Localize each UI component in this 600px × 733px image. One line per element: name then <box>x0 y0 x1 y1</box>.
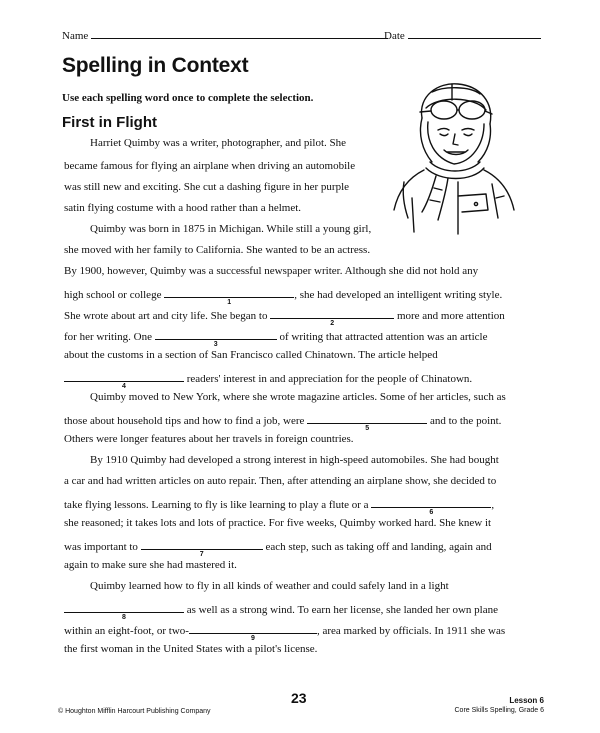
text-segment: was important to <box>64 541 138 553</box>
text-segment: those about household tips and how to find a job, were <box>64 415 305 427</box>
text-line <box>64 538 492 558</box>
text-segment: , <box>491 499 495 511</box>
text-line <box>64 412 502 432</box>
text-line <box>64 328 488 348</box>
text-segment: take flying lessons. Learning to fly is like learning to play a flute or a <box>64 499 369 511</box>
text-line: again to make sure she had mastered it. <box>64 559 237 571</box>
blank-number: 7 <box>199 551 204 558</box>
text-line: was still new and exciting. She cut a dashing figure in her purple <box>64 181 350 193</box>
text-segment: , area marked by officials. In 1911 she was <box>316 625 506 637</box>
text-line: Others were longer features about her travels in foreign countries. <box>64 433 354 445</box>
text-segment: more and more attention <box>396 310 505 322</box>
copyright: © Houghton Mifflin Harcourt Publishing Company <box>58 708 211 715</box>
blank-number: 8 <box>122 614 126 621</box>
name-field <box>62 28 388 42</box>
text-line: By 1910 Quimby had developed a strong interest in high-speed automobiles. She had bought <box>90 454 499 466</box>
text-segment: She wrote about art and city life. She began to <box>64 310 268 322</box>
directions: Use each spelling word once to complete the selection. <box>62 92 314 104</box>
page-number: 23 <box>291 690 307 706</box>
text-segment: as well as a strong wind. To earn her license, she landed her own plane <box>186 604 498 616</box>
date-line[interactable] <box>408 28 541 39</box>
text-line <box>64 622 506 642</box>
text-line: a car and had written articles on auto repair. Then, after attending an airplane show, she decided to <box>64 475 497 487</box>
answer-blank-9[interactable] <box>189 622 317 642</box>
text-line: she reasoned; it takes lots and lots of practice. For five weeks, Quimby worked hard. She knew it <box>64 517 492 529</box>
answer-blank-3[interactable] <box>155 328 277 348</box>
text-line: satin flying costume with a hood rather than a helmet. <box>64 202 302 214</box>
date-field <box>384 28 541 42</box>
text-line: Harriet Quimby was a writer, photographer, and pilot. She <box>90 137 347 149</box>
text-segment: of writing that attracted attention was an article <box>279 331 488 343</box>
text-line <box>64 307 505 327</box>
text-line <box>64 601 498 621</box>
text-segment: readers' interest in and appreciation for the people of Chinatown. <box>186 373 473 385</box>
text-segment: each step, such as taking off and landing, again and <box>265 541 492 553</box>
lesson-info <box>455 696 545 714</box>
text-line: By 1900, however, Quimby was a successful newspaper writer. Although she did not hold any <box>64 265 479 277</box>
blank-number: 6 <box>429 509 434 516</box>
text-line <box>64 496 495 516</box>
text-line: Quimby was born in 1875 in Michigan. While still a young girl, <box>90 223 372 235</box>
text-line: Quimby moved to New York, where she wrote magazine articles. Some of her articles, such as <box>90 391 506 403</box>
text-line: became famous for flying an airplane when driving an automobile <box>64 160 356 172</box>
blank-number: 4 <box>122 383 126 390</box>
date-label: Date <box>384 30 405 42</box>
text-segment: and to the point. <box>429 415 502 427</box>
answer-blank-2[interactable] <box>270 307 394 327</box>
text-segment: , she had developed an intelligent writing style. <box>294 289 503 301</box>
name-line[interactable] <box>91 28 388 39</box>
text-segment: high school or college <box>64 289 162 301</box>
blank-number: 5 <box>365 425 370 432</box>
text-segment: within an eight-foot, or two- <box>64 625 189 637</box>
text-segment: for her writing. One <box>64 331 152 343</box>
text-line <box>64 286 503 306</box>
section-title: First in Flight <box>62 114 157 131</box>
answer-blank-7[interactable] <box>141 538 263 558</box>
lesson-label: Lesson 6 <box>509 696 544 705</box>
answer-blank-6[interactable] <box>371 496 491 516</box>
text-line: she moved with her family to California. She wanted to be an actress. <box>64 244 371 256</box>
blank-number: 9 <box>251 635 255 642</box>
blank-number: 3 <box>213 341 218 348</box>
answer-blank-5[interactable] <box>307 412 427 432</box>
course-label: Core Skills Spelling, Grade 6 <box>454 707 544 714</box>
name-label: Name <box>62 30 89 42</box>
text-line <box>64 370 473 390</box>
text-line: Quimby learned how to fly in all kinds of weather and could safely land in a light <box>90 580 449 592</box>
blank-number: 1 <box>227 299 232 306</box>
answer-blank-4[interactable] <box>64 370 184 390</box>
answer-blank-8[interactable] <box>64 601 184 621</box>
text-line: about the customs in a section of San Francisco called Chinatown. The article helped <box>64 349 438 361</box>
page-title: Spelling in Context <box>62 54 249 77</box>
answer-blank-1[interactable] <box>164 286 294 306</box>
blank-number: 2 <box>330 320 335 327</box>
aviator-portrait-illustration <box>392 78 516 236</box>
text-line: the first woman in the United States with a pilot's license. <box>64 643 318 655</box>
